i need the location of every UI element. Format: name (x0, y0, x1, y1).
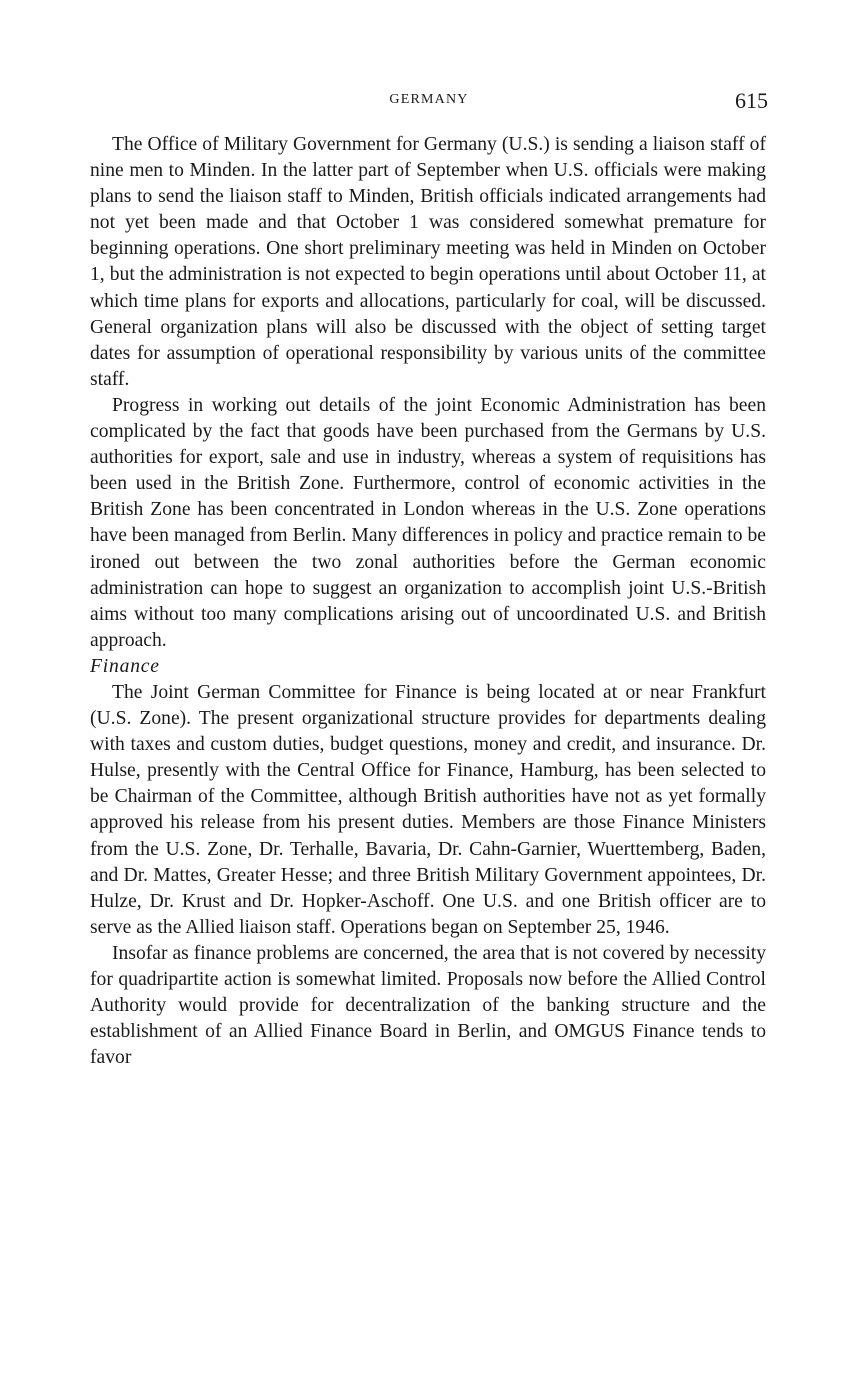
page-number: 615 (735, 88, 768, 113)
running-head: GERMANY (389, 92, 469, 107)
section-heading-finance: Finance (90, 655, 160, 677)
paragraph-liaison-staff: The Office of Military Government for Germany (U.S.) is sending a liaison staff of nine men to Minden. In the latter part of September when U.S. officials were making plans to send the liaison staff to Minden, British officials indicated arrangements had not yet been made and that October 1 was considered somewhat premature for beginning operations. One short preliminary meeting was held in Minden on October 1, but the administration is not expected to begin operations until about October 11, at which time plans for exports and allocations, particularly for coal, will be discussed. General organization plans will also be discussed with the object of setting target dates for assumption of operational responsibility by various units of the committee staff. (90, 134, 766, 390)
page-header (90, 88, 768, 118)
paragraph-finance-problems: Insofar as finance problems are concerned, the area that is not covered by necessity for quadripartite action is somewhat limited. Proposals now before the Allied Control Authority would provide for decentralization of the banking structure and the establishment of an Allied Finance Board in Berlin, and OMGUS Finance tends to favor (90, 942, 766, 1069)
text-body (90, 132, 766, 1071)
paragraph-finance-committee: The Joint German Committee for Finance is being located at or near Frankfurt (U.S. Zone). The present organizational structure provides for departments dealing with taxes and custom duties, budget questions, money and credit, and insurance. Dr. Hulse, presently with the Central Office for Finance, Hamburg, has been selected to be Chairman of the Committee, although British authorities have not as yet formally approved his release from his present duties. Members are those Finance Ministers from the U.S. Zone, Dr. Terhalle, Bavaria, Dr. Cahn-Garnier, Wuerttemberg, Baden, and Dr. Mattes, Greater Hesse; and three British Military Government appointees, Dr. Hulze, Dr. Krust and Dr. Hopker-Aschoff. One U.S. and one British officer are to serve as the Allied liaison staff. Operations began on September 25, 1946. (90, 681, 766, 938)
paragraph-economic-administration: Progress in working out details of the joint Economic Administration has been complicated by the fact that goods have been purchased from the Germans by U.S. authorities for export, sale and use in industry, whereas a system of requisitions has been used in the British Zone. Furthermore, control of economic activities in the British Zone has been concentrated in London whereas in the U.S. Zone operations have been managed from Berlin. Many differences in policy and practice remain to be ironed out between the two zonal authorities before the German economic administration can hope to suggest an organization to accomplish joint U.S.-British aims without too many complications arising out of uncoordinated U.S. and British approach. (90, 394, 766, 651)
